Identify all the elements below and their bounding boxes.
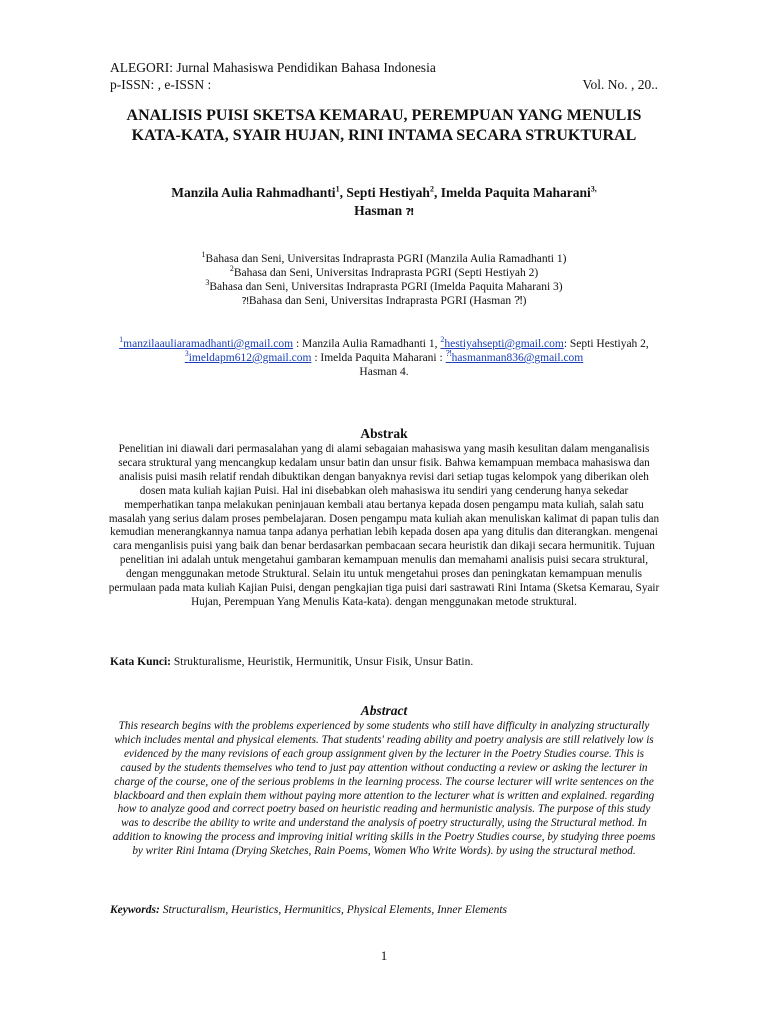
email-2-owner: : Septi Hestiyah 2,	[563, 338, 649, 350]
issn-row	[110, 76, 658, 93]
author-1: Manzila Aulia Rahmadhanti	[171, 185, 336, 200]
author-4-sup: ⁈	[405, 207, 414, 218]
author-2: , Septi Hestiyah	[339, 185, 430, 200]
affiliation-1-sup: 1	[201, 250, 206, 260]
affiliation-1-text: Bahasa dan Seni, Universitas Indraprasta PGRI (Manzila Aulia Ramadhanti 1)	[205, 253, 567, 265]
author-1-sup: 1	[335, 184, 340, 194]
email-3-text: imeldapm612@gmail.com	[188, 352, 312, 364]
email-link-3[interactable]	[184, 349, 312, 364]
affiliation-2-text: Bahasa dan Seni, Universitas Indraprasta PGRI (Septi Hestiyah 2)	[233, 267, 539, 279]
keywords-label: Keywords:	[110, 904, 160, 916]
email-4-text: hasmanman836@gmail.com	[451, 352, 584, 364]
issn-text: p-ISSN: , e-ISSN :	[110, 77, 212, 92]
affiliation-3	[100, 280, 668, 294]
abstract-heading: Abstract	[360, 703, 408, 718]
abstrak-body: Penelitian ini diawali dari permasalahan yang di alami sebagaian mahasiswa yang masih kesulitan dalam menganalisis secara struktural yang mencangkup kedalam unsur batin dan unsur fisik. Bahwa kemampuan membaca mahasiswa dan analisis puisi masih relatif rendah dibuktikan dengan banyaknya revisi dari setiap tugas kelompok yang diberikan oleh dosen mata kuliah kajian Puisi. Hal ini disebabkan oleh mahasiswa itu sendiri yang cenderung hanya sekedar memperhatikan tanpa melakukan peninjauan kembali atau bertanya kepada dosen pengampu mata kuliah, salah satu masalah yang serius dalam proses pembelajaran. Dosen pengampu mata kuliah akan menuliskan kalimat di papan tulis dan kemudian menerangkannya namua tanpa adanya perhatian lebih kepada dosen apa yang ditulis dan diterangkan. mengenai cara menganlisis puisi yang baik dan benar berdasarkan pembacaan secara heuristik dan dikaji secara hermunitik. Tujuan penelitian ini adalah untuk mengetahui gambaran kemampuan menulis dan memahami analisis puisi secara struktural, dengan menggunakan metode Struktural. Selain itu untuk mengetahui proses dan peningkatan kemampuan menulis permulaan pada mata kuliah Kajian Puisi, dengan pengkajian tiga puisi dari sastrawati Rini Intama (Sketsa Kemarau, Syair Hujan, Perempuan Yang Menulis Kata-kata). dengan menggunakan metode struktural.	[108, 443, 660, 608]
kata-kunci	[110, 655, 660, 669]
paper-title: ANALISIS PUISI SKETSA KEMARAU, PEREMPUAN YANG MENULIS KATA-KATA, SYAIR HUJAN, RINI INTAMA SECARA STRUKTURAL	[126, 107, 642, 144]
email-link-2[interactable]	[440, 335, 564, 350]
affiliation-4	[100, 294, 668, 309]
author-2-sup: 2	[429, 184, 434, 194]
email-4-owner: Hasman 4.	[359, 366, 409, 378]
affiliation-1	[100, 252, 668, 266]
email-link-1[interactable]	[119, 335, 294, 350]
keywords-text: Structuralism, Heuristics, Hermunitics, Physical Elements, Inner Elements	[159, 904, 508, 916]
journal-name: ALEGORI: Jurnal Mahasiswa Pendidikan Bahasa Indonesia	[110, 60, 436, 75]
email-4-sup: ⁈	[445, 349, 452, 359]
email-1-text: manzilaauliaramadhanti@gmail.com	[123, 338, 294, 350]
author-4: Hasman	[354, 203, 403, 218]
keywords	[110, 903, 660, 917]
affiliation-4-sup: ⁈	[241, 296, 249, 307]
email-3-owner: : Imelda Paquita Maharani :	[311, 352, 446, 364]
email-1-owner: : Manzila Aulia Ramadhanti 1,	[293, 338, 441, 350]
email-1-sup: 1	[119, 335, 124, 345]
abstrak-heading: Abstrak	[360, 426, 408, 441]
kata-kunci-label: Kata Kunci:	[110, 656, 172, 668]
email-block	[110, 337, 658, 379]
email-link-4[interactable]	[445, 349, 584, 364]
author-3-sup: 3,	[590, 184, 597, 194]
abstract-body: This research begins with the problems experienced by some students who still have difficulty in analyzing structurally which includes mental and physical elements. That students' reading ability and poetry analysis are still relatively low is evidenced by the many revisions of each group assignment given by the lecturer in the Poetry Studies course. This is caused by the students themselves who tend to just pay attention without conducting a review or asking the lecturer in charge of the course, one of the serious problems in the learning process. The course lecturer will write sentences on the blackboard and then explain them without paying more attention to the lecturer what is written and explained. regarding how to analyze good and correct poetry based on heuristic reading and hermunistic analysis. The purpose of this study was to describe the ability to write and understand the analysis of poetry structurally, using the Structural method. In addition to knowing the process and improving initial writing skills in the Poetry Studies course, by studying three poems by writer Rini Intama (Drying Sketches, Rain Poems, Women Who Write Words). by using the structural method.	[112, 720, 656, 858]
email-2-text: hestiyahsepti@gmail.com	[444, 338, 564, 350]
email-3-sup: 3	[184, 349, 189, 359]
affiliation-3-sup: 3	[205, 278, 210, 288]
page-number: 1	[380, 948, 388, 963]
affiliation-2-sup: 2	[229, 264, 234, 274]
kata-kunci-text: Strukturalisme, Heuristik, Hermunitik, Unsur Fisik, Unsur Batin.	[171, 656, 474, 668]
journal-header	[110, 59, 658, 93]
author-3: , Imelda Paquita Maharani	[433, 185, 591, 200]
affiliations	[100, 252, 668, 309]
affiliation-2	[100, 266, 668, 280]
affiliation-3-text: Bahasa dan Seni, Universitas Indraprasta PGRI (Imelda Paquita Maharani 3)	[209, 281, 563, 293]
volume-text: Vol. No. , 20..	[582, 77, 658, 92]
email-2-sup: 2	[440, 335, 445, 345]
affiliation-4-text: Bahasa dan Seni, Universitas Indraprasta PGRI (Hasman ⁈)	[248, 295, 527, 307]
author-list	[100, 184, 668, 222]
